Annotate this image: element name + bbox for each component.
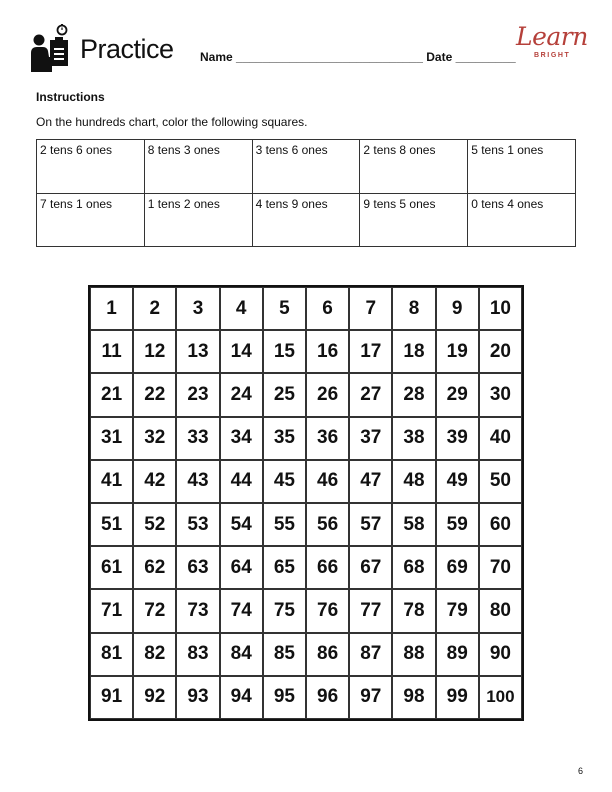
- hundreds-chart-cell[interactable]: 48: [392, 460, 435, 503]
- hundreds-chart-cell[interactable]: 72: [133, 589, 176, 632]
- date-label: Date: [426, 50, 453, 64]
- hundreds-chart-cell[interactable]: 39: [436, 417, 479, 460]
- hundreds-chart-cell[interactable]: 53: [176, 503, 219, 546]
- hundreds-chart-cell[interactable]: 35: [263, 417, 306, 460]
- hundreds-chart-cell[interactable]: 29: [436, 373, 479, 416]
- date-field[interactable]: _________: [455, 50, 516, 64]
- hundreds-chart-cell[interactable]: 45: [263, 460, 306, 503]
- page-number: 6: [578, 766, 584, 776]
- hundreds-chart-cell[interactable]: 22: [133, 373, 176, 416]
- hundreds-chart-cell[interactable]: 17: [349, 330, 392, 373]
- hundreds-chart-cell[interactable]: 40: [479, 417, 522, 460]
- task-table: [36, 139, 576, 247]
- hundreds-chart-cell[interactable]: 28: [392, 373, 435, 416]
- task-cell: 5 tens 1 ones: [468, 140, 576, 194]
- hundreds-chart-cell[interactable]: 54: [220, 503, 263, 546]
- hundreds-chart-cell[interactable]: 86: [306, 633, 349, 676]
- hundreds-chart-cell[interactable]: 100: [479, 676, 522, 719]
- hundreds-chart-cell[interactable]: 67: [349, 546, 392, 589]
- hundreds-chart-cell[interactable]: 55: [263, 503, 306, 546]
- hundreds-chart-cell[interactable]: 34: [220, 417, 263, 460]
- instructions-heading: Instructions: [36, 90, 105, 104]
- hundreds-chart-cell[interactable]: 47: [349, 460, 392, 503]
- hundreds-chart-cell[interactable]: 18: [392, 330, 435, 373]
- task-cell: 7 tens 1 ones: [37, 193, 145, 247]
- hundreds-chart-cell[interactable]: 73: [176, 589, 219, 632]
- hundreds-chart-cell[interactable]: 26: [306, 373, 349, 416]
- hundreds-chart-cell[interactable]: 78: [392, 589, 435, 632]
- hundreds-chart-cell[interactable]: 65: [263, 546, 306, 589]
- page-header: [28, 18, 588, 78]
- hundreds-chart-cell[interactable]: 43: [176, 460, 219, 503]
- hundreds-chart-cell[interactable]: 11: [90, 330, 133, 373]
- hundreds-chart-cell[interactable]: 13: [176, 330, 219, 373]
- hundreds-chart-cell[interactable]: 24: [220, 373, 263, 416]
- hundreds-chart-cell[interactable]: 49: [436, 460, 479, 503]
- hundreds-chart-cell[interactable]: 52: [133, 503, 176, 546]
- task-cell: 8 tens 3 ones: [144, 140, 252, 194]
- task-cell: 2 tens 8 ones: [360, 140, 468, 194]
- hundreds-chart-cell[interactable]: 81: [90, 633, 133, 676]
- learn-bright-logo: [516, 22, 586, 68]
- hundreds-chart-cell[interactable]: 74: [220, 589, 263, 632]
- hundreds-chart-cell[interactable]: 60: [479, 503, 522, 546]
- hundreds-chart-cell[interactable]: 62: [133, 546, 176, 589]
- hundreds-chart-cell[interactable]: 96: [306, 676, 349, 719]
- name-date-line: [200, 50, 516, 64]
- hundreds-chart-cell[interactable]: 36: [306, 417, 349, 460]
- hundreds-chart-cell[interactable]: 2: [133, 287, 176, 330]
- hundreds-chart-cell[interactable]: 77: [349, 589, 392, 632]
- hundreds-chart-cell[interactable]: 32: [133, 417, 176, 460]
- hundreds-chart-cell[interactable]: 64: [220, 546, 263, 589]
- hundreds-chart-cell[interactable]: 10: [479, 287, 522, 330]
- hundreds-chart-cell[interactable]: 57: [349, 503, 392, 546]
- hundreds-chart-cell[interactable]: 83: [176, 633, 219, 676]
- hundreds-chart-cell[interactable]: 1: [90, 287, 133, 330]
- hundreds-chart-cell[interactable]: 7: [349, 287, 392, 330]
- hundreds-chart-cell[interactable]: 71: [90, 589, 133, 632]
- task-cell: 9 tens 5 ones: [360, 193, 468, 247]
- hundreds-chart-cell[interactable]: 31: [90, 417, 133, 460]
- hundreds-chart-cell[interactable]: 30: [479, 373, 522, 416]
- hundreds-chart-cell[interactable]: 97: [349, 676, 392, 719]
- hundreds-chart-cell[interactable]: 38: [392, 417, 435, 460]
- hundreds-chart-cell[interactable]: 46: [306, 460, 349, 503]
- task-row: [37, 193, 576, 247]
- hundreds-chart-cell[interactable]: 58: [392, 503, 435, 546]
- hundreds-chart-cell[interactable]: 98: [392, 676, 435, 719]
- hundreds-chart-cell[interactable]: 15: [263, 330, 306, 373]
- hundreds-chart-cell[interactable]: 68: [392, 546, 435, 589]
- hundreds-chart-cell[interactable]: 27: [349, 373, 392, 416]
- hundreds-chart-cell[interactable]: 3: [176, 287, 219, 330]
- hundreds-chart-cell[interactable]: 76: [306, 589, 349, 632]
- hundreds-chart-cell[interactable]: 21: [90, 373, 133, 416]
- hundreds-chart-cell[interactable]: 93: [176, 676, 219, 719]
- hundreds-chart-cell[interactable]: 50: [479, 460, 522, 503]
- hundreds-chart-cell[interactable]: 56: [306, 503, 349, 546]
- hundreds-chart: [88, 285, 524, 721]
- instructions-text: On the hundreds chart, color the following squares.: [36, 115, 308, 129]
- hundreds-chart-cell[interactable]: 41: [90, 460, 133, 503]
- hundreds-chart-cell[interactable]: 25: [263, 373, 306, 416]
- name-label: Name: [200, 50, 233, 64]
- hundreds-chart-cell[interactable]: 89: [436, 633, 479, 676]
- hundreds-chart-cell[interactable]: 99: [436, 676, 479, 719]
- hundreds-chart-cell[interactable]: 94: [220, 676, 263, 719]
- logo-main-text: Learn: [516, 22, 588, 51]
- hundreds-chart-cell[interactable]: 66: [306, 546, 349, 589]
- hundreds-chart-cell[interactable]: 70: [479, 546, 522, 589]
- task-cell: 3 tens 6 ones: [252, 140, 360, 194]
- hundreds-chart-cell[interactable]: 91: [90, 676, 133, 719]
- hundreds-chart-cell[interactable]: 69: [436, 546, 479, 589]
- hundreds-chart-cell[interactable]: 20: [479, 330, 522, 373]
- task-cell: 1 tens 2 ones: [144, 193, 252, 247]
- task-cell: 0 tens 4 ones: [468, 193, 576, 247]
- hundreds-chart-cell[interactable]: 85: [263, 633, 306, 676]
- task-cell: 4 tens 9 ones: [252, 193, 360, 247]
- hundreds-chart-cell[interactable]: 12: [133, 330, 176, 373]
- hundreds-chart-cell[interactable]: 5: [263, 287, 306, 330]
- hundreds-chart-cell[interactable]: 44: [220, 460, 263, 503]
- hundreds-chart-cell[interactable]: 6: [306, 287, 349, 330]
- hundreds-chart-cell[interactable]: 23: [176, 373, 219, 416]
- name-field[interactable]: ____________________________: [236, 50, 423, 64]
- hundreds-chart-cell[interactable]: 42: [133, 460, 176, 503]
- logo-sub-text: BRIGHT: [534, 52, 571, 59]
- hundreds-chart-cell[interactable]: 90: [479, 633, 522, 676]
- hundreds-chart-cell[interactable]: 51: [90, 503, 133, 546]
- hundreds-chart-cell[interactable]: 87: [349, 633, 392, 676]
- hundreds-chart-cell[interactable]: 8: [392, 287, 435, 330]
- hundreds-chart-cell[interactable]: 75: [263, 589, 306, 632]
- hundreds-chart-cell[interactable]: 95: [263, 676, 306, 719]
- hundreds-chart-cell[interactable]: 61: [90, 546, 133, 589]
- hundreds-chart-cell[interactable]: 14: [220, 330, 263, 373]
- hundreds-chart-cell[interactable]: 63: [176, 546, 219, 589]
- hundreds-chart-cell[interactable]: 59: [436, 503, 479, 546]
- hundreds-chart-cell[interactable]: 16: [306, 330, 349, 373]
- hundreds-chart-cell[interactable]: 79: [436, 589, 479, 632]
- page-title: Practice: [80, 34, 174, 64]
- task-row: [37, 140, 576, 194]
- hundreds-chart-cell[interactable]: 92: [133, 676, 176, 719]
- hundreds-chart-cell[interactable]: 84: [220, 633, 263, 676]
- hundreds-chart-cell[interactable]: 19: [436, 330, 479, 373]
- hundreds-chart-cell[interactable]: 33: [176, 417, 219, 460]
- hundreds-chart-cell[interactable]: 82: [133, 633, 176, 676]
- hundreds-chart-cell[interactable]: 4: [220, 287, 263, 330]
- hundreds-chart-cell[interactable]: 80: [479, 589, 522, 632]
- task-cell: 2 tens 6 ones: [37, 140, 145, 194]
- practice-person-icon: [30, 24, 76, 72]
- hundreds-chart-cell[interactable]: 9: [436, 287, 479, 330]
- hundreds-chart-cell[interactable]: 88: [392, 633, 435, 676]
- hundreds-chart-cell[interactable]: 37: [349, 417, 392, 460]
